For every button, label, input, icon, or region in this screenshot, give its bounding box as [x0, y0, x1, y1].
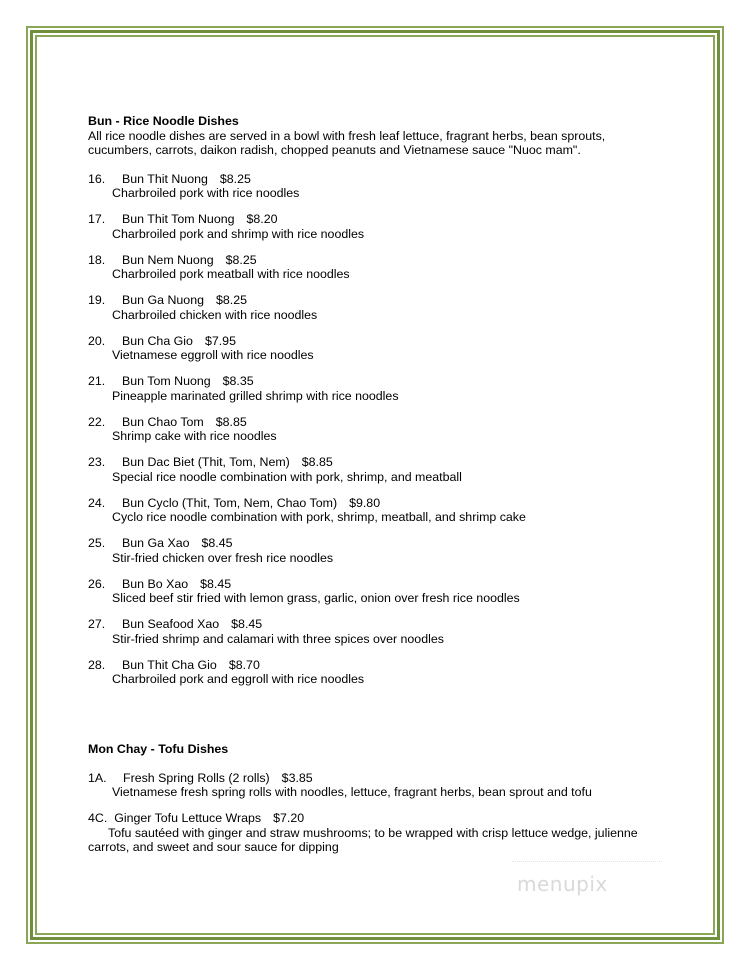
menu-item — [88, 577, 648, 606]
item-price: $8.85 — [215, 414, 247, 429]
item-name: Bun Thit Tom Nuong — [122, 212, 235, 226]
item-number: 23. — [88, 455, 106, 469]
section-intro-bun: All rice noodle dishes are served in a bowl with fresh leaf lettuce, fragrant herbs, bean sprouts, cucumbers, carrots, daikon radish, chopped peanuts and Vietnamese sauce "Nuoc mam". — [88, 128, 606, 157]
item-number: 4C. — [88, 811, 108, 825]
item-price: $8.45 — [200, 576, 232, 591]
menu-item — [88, 293, 648, 322]
menu-item — [88, 455, 648, 484]
item-description: Charbroiled pork and eggroll with rice noodles — [112, 672, 365, 686]
section-title-bun: Bun - Rice Noodle Dishes — [88, 114, 239, 128]
item-number: 1A. — [88, 770, 107, 785]
watermark-logo: menupix — [517, 872, 608, 896]
item-description: Shrimp cake with rice noodles — [112, 429, 277, 443]
menu-item — [88, 415, 648, 444]
item-price: $7.20 — [273, 811, 305, 825]
item-price: $8.25 — [219, 171, 251, 186]
menu-item — [88, 617, 648, 646]
item-price: $8.45 — [201, 536, 233, 550]
watermark-rule — [512, 861, 662, 863]
item-description: Pineapple marinated grilled shrimp with rice noodles — [112, 388, 399, 403]
menu-item — [88, 811, 648, 855]
item-number: 26. — [88, 576, 106, 591]
item-description: Sliced beef stir fried with lemon grass, garlic, onion over fresh rice noodles — [112, 591, 520, 605]
section-title-tofu: Mon Chay - Tofu Dishes — [88, 742, 229, 756]
item-number: 20. — [88, 333, 106, 348]
item-name: Ginger Tofu Lettuce Wraps — [114, 811, 262, 825]
item-name: Bun Thit Cha Gio — [122, 657, 217, 672]
item-name: Bun Ga Nuong — [122, 293, 204, 307]
item-number: 16. — [88, 171, 106, 186]
item-name: Bun Bo Xao — [122, 576, 189, 591]
section-gap — [88, 698, 648, 742]
item-description: Charbroiled pork with rice noodles — [112, 186, 300, 200]
menu-item — [88, 253, 648, 282]
menu-item — [88, 374, 648, 403]
item-name: Fresh Spring Rolls (2 rolls) — [123, 770, 270, 785]
item-price: $8.45 — [231, 617, 263, 631]
tofu-item-list — [88, 771, 648, 855]
item-description: Cyclo rice noodle combination with pork, shrimp, meatball, and shrimp cake — [112, 510, 526, 524]
item-number: 28. — [88, 657, 106, 672]
item-name: Bun Ga Xao — [122, 536, 190, 550]
menu-item — [88, 334, 648, 363]
item-price: $8.25 — [215, 293, 247, 307]
menu-content — [88, 114, 648, 866]
item-name: Bun Cyclo (Thit, Tom, Nem, Chao Tom) — [122, 495, 338, 510]
item-description: Charbroiled pork and shrimp with rice noodles — [112, 226, 365, 241]
item-number: 19. — [88, 293, 106, 307]
menu-item — [88, 771, 648, 800]
item-price: $8.25 — [225, 252, 257, 267]
item-price: $8.70 — [228, 657, 260, 672]
item-name: Bun Nem Nuong — [122, 252, 214, 267]
item-price: $3.85 — [281, 770, 313, 785]
menu-item — [88, 536, 648, 565]
item-price: $9.80 — [349, 495, 381, 510]
item-price: $7.95 — [204, 333, 236, 348]
menu-item — [88, 172, 648, 201]
item-price: $8.85 — [301, 455, 333, 469]
item-price: $8.35 — [222, 374, 254, 388]
bun-item-list — [88, 172, 648, 687]
item-description: Charbroiled pork meatball with rice noodles — [112, 267, 350, 281]
item-number: 17. — [88, 212, 106, 226]
item-name: Bun Chao Tom — [122, 414, 204, 429]
item-name: Bun Dac Biet (Thit, Tom, Nem) — [122, 455, 290, 469]
item-name: Bun Thit Nuong — [122, 171, 208, 186]
item-number: 27. — [88, 617, 106, 631]
item-name: Bun Tom Nuong — [122, 374, 211, 388]
item-number: 25. — [88, 536, 106, 550]
item-name: Bun Seafood Xao — [122, 617, 220, 631]
item-description: Charbroiled chicken with rice noodles — [112, 307, 318, 322]
item-description: Stir-fried chicken over fresh rice noodles — [112, 550, 334, 565]
item-description: Special rice noodle combination with pork, shrimp, and meatball — [112, 469, 462, 484]
menu-item — [88, 212, 648, 241]
item-description: Vietnamese eggroll with rice noodles — [112, 348, 314, 362]
item-description: Tofu sautéed with ginger and straw mushrooms; to be wrapped with crisp lettuce wedge, julienne carrots, and sweet and sour sauce for dipping — [88, 825, 638, 854]
menu-item — [88, 658, 648, 687]
item-description: Stir-fried shrimp and calamari with three spices over noodles — [112, 631, 444, 646]
menu-item — [88, 496, 648, 525]
item-number: 24. — [88, 495, 106, 510]
item-number: 22. — [88, 414, 106, 429]
item-number: 18. — [88, 252, 106, 267]
item-number: 21. — [88, 374, 106, 388]
item-name: Bun Cha Gio — [122, 333, 193, 348]
item-description: Vietnamese fresh spring rolls with noodles, lettuce, fragrant herbs, bean sprout and tofu — [112, 785, 592, 799]
item-price: $8.20 — [246, 212, 278, 226]
